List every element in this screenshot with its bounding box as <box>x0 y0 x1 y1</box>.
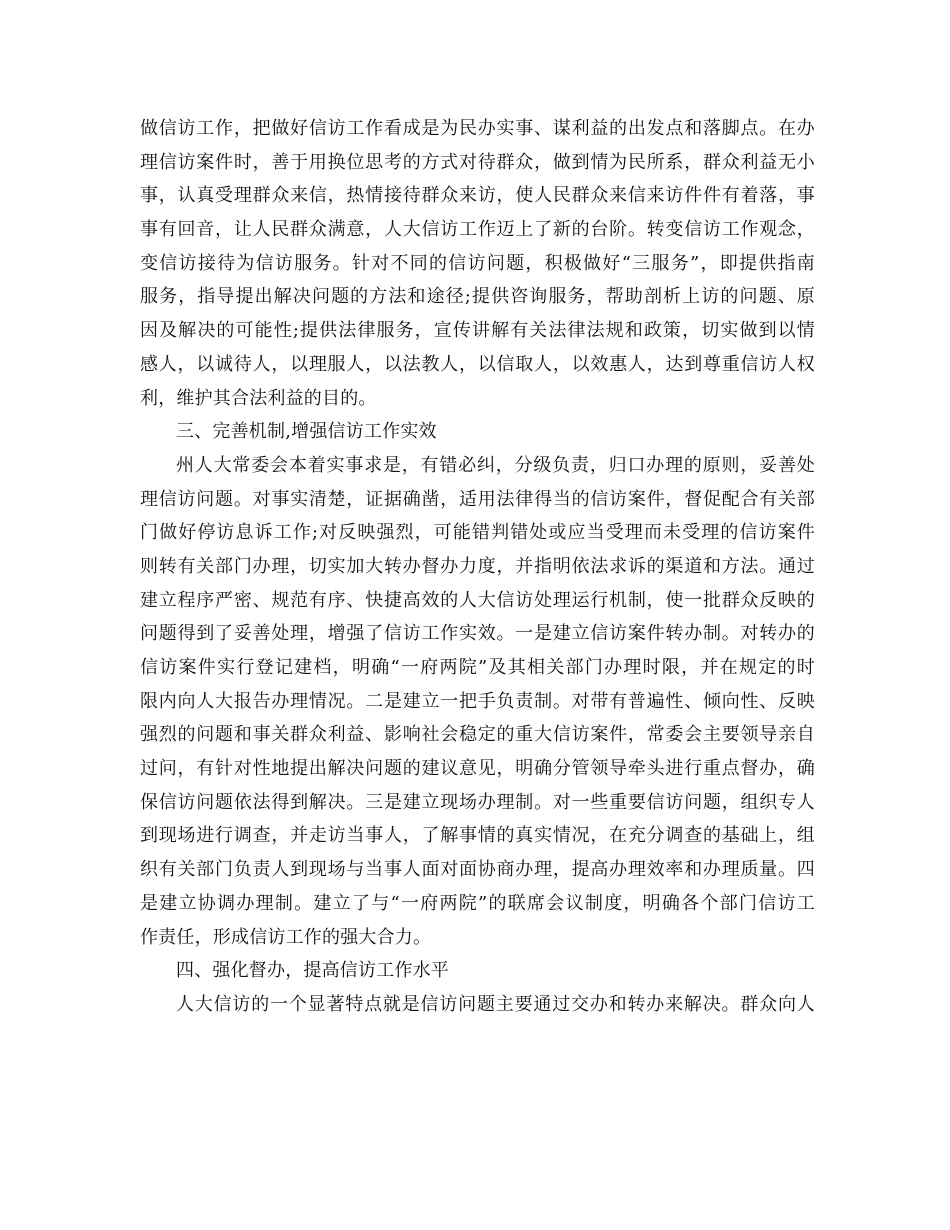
text-line: 建立程序严密、规范有序、快捷高效的人大信访处理运行机制，使一批群众反映的 <box>140 589 815 611</box>
text-line: 人大信访的一个显著特点就是信访问题主要通过交办和转办来解决。群众向人 <box>176 993 815 1015</box>
text-line: 过问，有针对性地提出解决问题的建议意见，明确分管领导牵头进行重点督办，确 <box>140 758 815 780</box>
text-line: 利，维护其合法利益的目的。 <box>140 387 377 409</box>
section-heading: 三、完善机制,增强信访工作实效 <box>176 421 437 443</box>
text-line: 强烈的问题和事关群众利益、影响社会稳定的重大信访案件，常委会主要领导亲自 <box>140 724 815 746</box>
text-line: 则转有关部门办理，切实加大转办督办力度，并指明依法求诉的渠道和方法。通过 <box>140 555 815 577</box>
text-line: 作责任，形成信访工作的强大合力。 <box>140 926 432 948</box>
text-line: 门做好停访息诉工作;对反映强烈，可能错判错处或应当受理而未受理的信访案件 <box>140 522 815 544</box>
document-body <box>140 112 815 1022</box>
text-line: 做信访工作，把做好信访工作看成是为民办实事、谋利益的出发点和落脚点。在办 <box>140 118 815 139</box>
text-line: 事，认真受理群众来信，热情接待群众来访，使人民群众来信来访件件有着落，事 <box>140 185 815 207</box>
text-line: 到现场进行调查，并走访当事人，了解事情的真实情况，在充分调查的基础上，组 <box>140 825 815 847</box>
text-line: 理信访问题。对事实清楚，证据确凿，适用法律得当的信访案件，督促配合有关部 <box>140 488 815 510</box>
text-line: 限内向人大报告办理情况。二是建立一把手负责制。对带有普遍性、倾向性、反映 <box>140 690 815 712</box>
text-line: 变信访接待为信访服务。针对不同的信访问题，积极做好“三服务”，即提供指南 <box>140 252 815 274</box>
text-line: 感人，以诚待人，以理服人，以法教人，以信取人，以效惠人，达到尊重信访人权 <box>140 353 815 375</box>
text-line: 问题得到了妥善处理，增强了信访工作实效。一是建立信访案件转办制。对转办的 <box>140 623 815 645</box>
text-line: 是建立协调办理制。建立了与“一府两院”的联席会议制度，明确各个部门信访工 <box>140 892 815 914</box>
section-heading: 四、强化督办，提高信访工作水平 <box>176 960 449 982</box>
text-line: 州人大常委会本着实事求是，有错必纠，分级负责，归口办理的原则，妥善处 <box>176 454 815 476</box>
text-line: 织有关部门负责人到现场与当事人面对面协商办理，提高办理效率和办理质量。四 <box>140 859 815 881</box>
text-line: 因及解决的可能性;提供法律服务，宣传讲解有关法律法规和政策，切实做到以情 <box>140 320 815 342</box>
text-line: 理信访案件时，善于用换位思考的方式对待群众，做到情为民所系，群众利益无小 <box>140 151 815 173</box>
text-line: 事有回音，让人民群众满意，人大信访工作迈上了新的台阶。转变信访工作观念， <box>140 219 815 241</box>
text-line: 信访案件实行登记建档，明确“一府两院”及其相关部门办理时限，并在规定的时 <box>140 657 815 678</box>
text-line: 服务，指导提出解决问题的方法和途径;提供咨询服务，帮助剖析上访的问题、原 <box>140 286 815 308</box>
text-line: 保信访问题依法得到解决。三是建立现场办理制。对一些重要信访问题，组织专人 <box>140 791 815 813</box>
